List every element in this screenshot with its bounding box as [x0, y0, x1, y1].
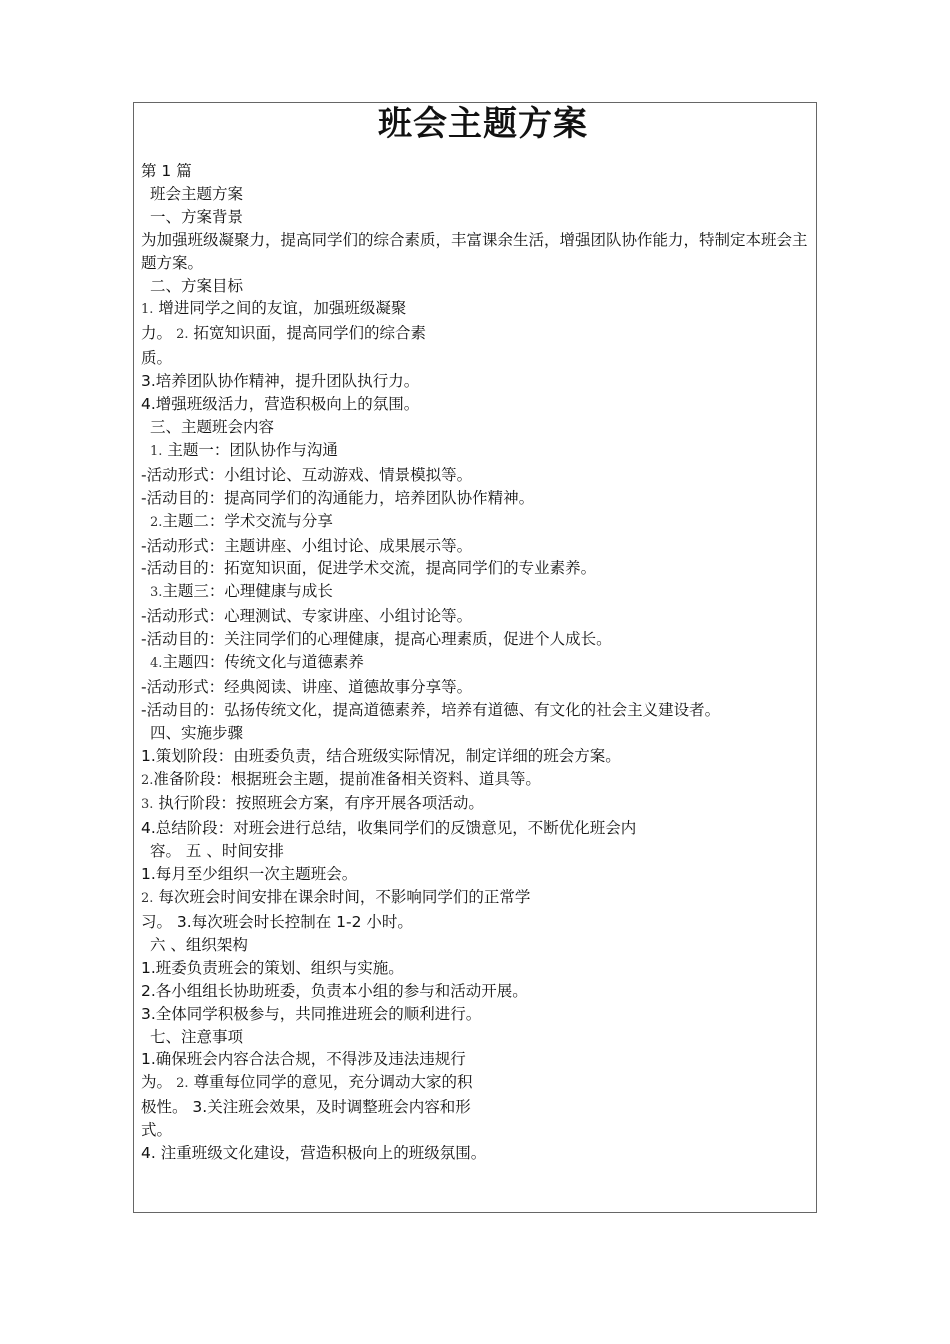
line-text: -活动形式：主题讲座、小组讨论、成果展示等。 — [141, 536, 473, 555]
list-number: 1. — [150, 443, 163, 459]
text-line — [141, 487, 811, 510]
text-line — [141, 792, 811, 817]
text-line — [141, 817, 811, 840]
text-line — [141, 699, 811, 722]
line-text: 质。 — [141, 349, 173, 368]
line-text: 极性。 3.关注班会效果，及时调整班会内容和形 — [141, 1098, 471, 1117]
text-line — [141, 840, 811, 863]
line-text: 1.确保班会内容合法合规，不得涉及违法违规行 — [141, 1050, 466, 1069]
list-number: 1. — [141, 302, 154, 318]
text-line — [141, 297, 811, 322]
text-line — [141, 1048, 811, 1071]
text-line — [141, 206, 811, 229]
line-text: 六 、组织架构 — [150, 935, 248, 954]
line-text: 主题一：团队协作与沟通 — [162, 440, 338, 459]
text-line — [141, 980, 811, 1003]
line-text: 主题三：心理健康与成长 — [162, 582, 333, 601]
line-text: 4.总结阶段：对班会进行总结，收集同学们的反馈意见，不断优化班会内 — [141, 819, 637, 838]
line-text: -活动形式：小组讨论、互动游戏、情景模拟等。 — [141, 465, 473, 484]
line-text: 1.班委负责班会的策划、组织与实施。 — [141, 958, 404, 977]
document-body — [141, 160, 811, 1165]
text-line — [141, 957, 811, 980]
text-line — [141, 676, 811, 699]
text-line — [141, 1119, 811, 1142]
list-number: 2. — [141, 772, 154, 788]
text-line — [141, 1026, 811, 1049]
line-text: 尊重每位同学的意见，充分调动大家的积 — [188, 1073, 473, 1092]
text-line — [141, 745, 811, 768]
line-text: 七、注意事项 — [150, 1027, 244, 1046]
line-text: 拓宽知识面，提高同学们的综合素 — [188, 324, 426, 343]
line-text: 3.全体同学积极参与，共同推进班会的顺利进行。 — [141, 1004, 482, 1023]
text-line — [141, 1142, 811, 1165]
list-number: 2. — [150, 514, 163, 530]
text-line — [141, 370, 811, 393]
line-text: 容。 五 、时间安排 — [150, 842, 284, 861]
list-number: 2. — [141, 891, 154, 907]
text-line — [141, 580, 811, 605]
text-line — [141, 768, 811, 793]
line-text: -活动目的：拓宽知识面，促进学术交流，提高同学们的专业素养。 — [141, 559, 597, 578]
line-text: 力。 — [141, 324, 173, 343]
line-text: 班会主题方案 — [150, 184, 244, 203]
text-line — [141, 347, 811, 370]
line-text: 一、方案背景 — [150, 207, 244, 226]
line-text: -活动形式：心理测试、专家讲座、小组讨论等。 — [141, 607, 473, 626]
line-text: 为。 — [141, 1073, 173, 1092]
text-line — [141, 722, 811, 745]
text-line — [141, 911, 811, 934]
text-line — [141, 464, 811, 487]
line-text: 为加强班级凝聚力，提高同学们的综合素质，丰富课余生活，增强团队协作能力，特制定本班会主题方案。 — [141, 230, 808, 272]
text-line — [141, 1071, 811, 1096]
text-line — [141, 886, 811, 911]
text-line — [141, 934, 811, 957]
line-text: 4.增强班级活力，营造积极向上的氛围。 — [141, 395, 420, 414]
text-line — [141, 322, 811, 347]
document-title: 班会主题方案 — [378, 104, 588, 144]
line-text: 主题四：传统文化与道德素养 — [162, 653, 364, 672]
list-number: 3. — [141, 797, 154, 813]
line-text: 二、方案目标 — [150, 276, 244, 295]
line-text: 习。 3.每次班会时长控制在 1-2 小时。 — [141, 913, 413, 931]
line-text: 2.各小组组长协助班委，负责本小组的参与和活动开展。 — [141, 981, 528, 1000]
list-number: 2. — [172, 327, 189, 343]
text-line — [141, 535, 811, 558]
line-text: -活动目的：关注同学们的心理健康，提高心理素质，促进个人成长。 — [141, 630, 612, 649]
line-text: 式。 — [141, 1121, 173, 1140]
line-text: 四、实施步骤 — [150, 723, 244, 742]
text-line — [141, 416, 811, 439]
text-line — [141, 1003, 811, 1026]
text-line — [141, 605, 811, 628]
line-text: 1.每月至少组织一次主题班会。 — [141, 865, 358, 884]
line-text: 执行阶段：按照班会方案，有序开展各项活动。 — [153, 794, 484, 813]
text-line — [141, 628, 811, 651]
text-line — [141, 1096, 811, 1119]
text-line — [141, 275, 811, 298]
text-line — [141, 439, 811, 464]
text-line — [141, 651, 811, 676]
text-line — [141, 393, 811, 416]
text-line — [141, 160, 811, 183]
line-text: -活动目的：弘扬传统文化，提高道德素养，培养有道德、有文化的社会主义建设者。 — [141, 700, 721, 719]
line-text: 准备阶段：根据班会主题，提前准备相关资料、道具等。 — [153, 769, 541, 788]
line-text: 增进同学之间的友谊，加强班级凝聚 — [153, 299, 407, 318]
line-text: 主题二：学术交流与分享 — [162, 511, 333, 530]
line-text: 3.培养团队协作精神，提升团队执行力。 — [141, 372, 420, 391]
text-line — [141, 510, 811, 535]
text-line — [141, 557, 811, 580]
line-text: 每次班会时间安排在课余时间，不影响同学们的正常学 — [153, 888, 531, 907]
list-number: 4. — [150, 656, 163, 672]
text-line — [141, 863, 811, 886]
text-line — [141, 229, 811, 275]
line-text: -活动目的：提高同学们的沟通能力，培养团队协作精神。 — [141, 488, 535, 507]
line-text: 第 1 篇 — [141, 162, 192, 180]
line-text: 4. 注重班级文化建设，营造积极向上的班级氛围。 — [141, 1144, 487, 1163]
line-text: -活动形式：经典阅读、讲座、道德故事分享等。 — [141, 677, 473, 696]
line-text: 1.策划阶段：由班委负责，结合班级实际情况，制定详细的班会方案。 — [141, 746, 621, 765]
list-number: 3. — [150, 585, 163, 601]
line-text: 三、主题班会内容 — [150, 417, 275, 436]
list-number: 2. — [172, 1076, 189, 1092]
text-line — [141, 183, 811, 206]
